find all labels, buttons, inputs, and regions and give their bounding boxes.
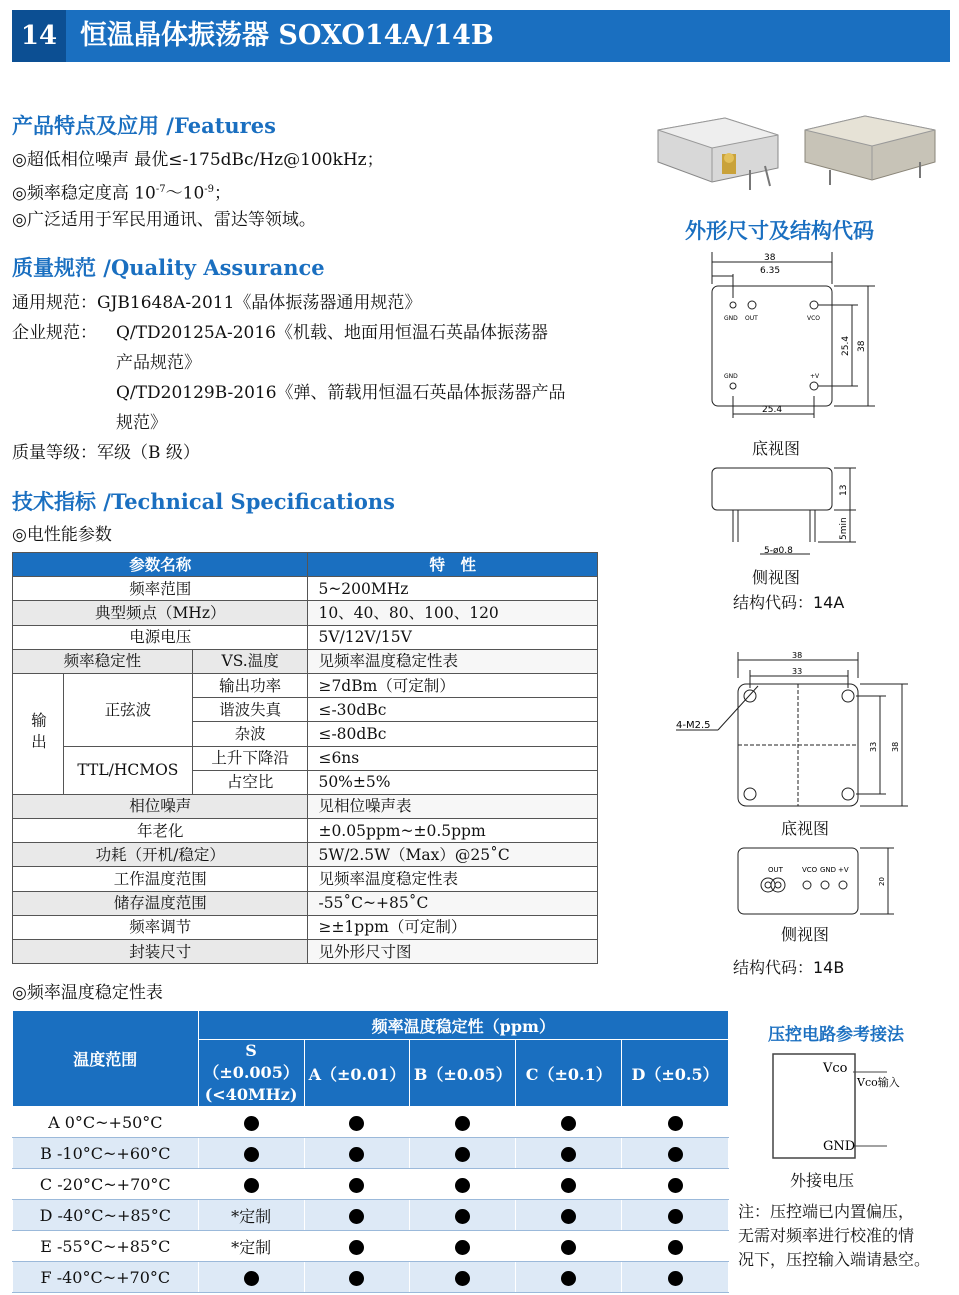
features-heading: 产品特点及应用 /Features (12, 113, 276, 138)
quality-enterprise-1b: 产品规范》 (116, 353, 201, 373)
table-row: 频率稳定性 VS.温度 见频率温度稳定性表 (13, 649, 598, 673)
circuit-diagram (765, 1050, 945, 1165)
table-row: TTL/HCMOS 上升下降沿 ≤6ns (13, 746, 598, 770)
check-dot-icon (561, 1209, 576, 1224)
drawing-14a-bottom (700, 248, 880, 438)
dim-a-offset: 6.35 (760, 266, 781, 276)
pin-gnd2-label: GND (724, 373, 738, 380)
feature-line-3: ◎广泛适用于军民用通讯、雷达等领域。 (12, 210, 316, 230)
product-photos (650, 100, 940, 200)
quality-enterprise-1a: Q/TD20125A-2016《机载、地面用恒温石英晶体振荡器 (116, 323, 548, 343)
b-pin-gnd-label: GND (820, 866, 837, 874)
table-row: 电源电压 5V/12V/15V (13, 625, 598, 649)
electrical-title: ◎电性能参数 (12, 525, 112, 545)
product-photo-14b (805, 116, 935, 185)
check-dot-icon (455, 1209, 470, 1224)
dim-a-pin-length: 5min (839, 517, 849, 540)
check-dot-icon (561, 1271, 576, 1286)
pin-gnd-label: GND (724, 315, 738, 322)
circuit-heading: 压控电路参考接法 (768, 1025, 904, 1045)
temp-col-d: D（±0.5） (622, 1040, 729, 1107)
check-dot-icon (349, 1147, 364, 1162)
pin-v-label: +V (810, 373, 820, 380)
temp-stability-table (12, 1010, 729, 1293)
check-dot-icon (561, 1116, 576, 1131)
table-row: A 0°C~+50°C (13, 1107, 729, 1138)
ttl-label: TTL/HCMOS (63, 746, 192, 794)
temp-col-range: 温度范围 (13, 1011, 199, 1107)
check-dot-icon (668, 1178, 683, 1193)
caption-side-14b: 侧视图 (781, 925, 830, 944)
dim-b-holes: 4-M2.5 (676, 720, 711, 731)
quality-general: 通用规范：GJB1648A-2011《晶体振荡器通用规范》 (12, 293, 422, 313)
tech-heading: 技术指标 /Technical Specifications (12, 489, 395, 514)
check-dot-icon (244, 1271, 259, 1286)
circuit-note-line-2: 无需对频率进行校准的情 (738, 1226, 915, 1245)
table-row: 频率调节 ≥±1ppm（可定制） (13, 915, 598, 939)
check-dot-icon (349, 1178, 364, 1193)
section-number: 14 (12, 10, 66, 62)
check-dot-icon (455, 1178, 470, 1193)
sine-label: 正弦波 (63, 673, 192, 746)
table-row: 输出 正弦波 输出功率 ≥7dBm（可定制） (13, 673, 598, 697)
check-dot-icon (244, 1116, 259, 1131)
dim-b-height: 38 (891, 741, 900, 752)
pin-out-label: OUT (745, 315, 758, 322)
table-row: 相位噪声 见相位噪声表 (13, 794, 598, 818)
drawing-14b-bottom (672, 648, 922, 818)
circuit-note-line-3: 况下，压控输入端请悬空。 (738, 1250, 931, 1269)
dimensions-heading: 外形尺寸及结构代码 (685, 219, 874, 243)
temp-col-b: B（±0.05） (410, 1040, 516, 1107)
check-dot-icon (455, 1147, 470, 1162)
check-dot-icon (349, 1116, 364, 1131)
table-row: 典型频点（MHz） 10、40、80、100、120 (13, 601, 598, 625)
table-row: 杂波 ≤-80dBc (13, 722, 598, 746)
quality-enterprise-2b: 规范》 (116, 413, 167, 433)
caption-bottom-14a: 底视图 (752, 439, 801, 458)
b-pin-v-label: +V (838, 866, 849, 874)
table-row: 工作温度范围 见频率温度稳定性表 (13, 867, 598, 891)
code-14a: 结构代码：14A (733, 593, 845, 612)
check-dot-icon (668, 1209, 683, 1224)
quality-grade: 质量等级：军级（B 级） (12, 443, 200, 463)
page-header (12, 10, 950, 62)
table-header-row (13, 553, 598, 577)
temp-col-a: A（±0.01） (304, 1040, 410, 1107)
table-row: 功耗（开机/稳定） 5W/2.5W（Max）@25˚C (13, 843, 598, 867)
check-dot-icon (244, 1178, 259, 1193)
caption-bottom-14b: 底视图 (781, 819, 830, 838)
table-row: E -55°C~+85°C *定制 (13, 1231, 729, 1262)
dim-b-width: 38 (792, 651, 803, 660)
drawing-14b-side (730, 840, 900, 920)
header-param: 参数名称 (13, 553, 308, 577)
temp-col-s: S（±0.005） (<40MHz) (198, 1040, 304, 1107)
check-dot-icon (349, 1209, 364, 1224)
check-dot-icon (455, 1116, 470, 1131)
quality-enterprise-label: 企业规范： (12, 323, 97, 343)
table-row: 占空比 50%±5% (13, 770, 598, 794)
temp-header-row (13, 1011, 729, 1040)
temp-col-group: 频率温度稳定性（ppm） (198, 1011, 728, 1040)
table-row: 频率范围 5~200MHz (13, 577, 598, 601)
header-char: 特 性 (308, 553, 598, 577)
quality-enterprise-2a: Q/TD20129B-2016《弹、箭载用恒温石英晶体振荡器产品 (116, 383, 566, 403)
check-dot-icon (244, 1147, 259, 1162)
dim-a-pin-height: 25.4 (841, 335, 851, 356)
code-14b: 结构代码：14B (733, 958, 845, 977)
caption-side-14a: 侧视图 (752, 568, 801, 587)
check-dot-icon (561, 1240, 576, 1255)
check-dot-icon (668, 1147, 683, 1162)
pin-vco-label: VCO (807, 315, 821, 322)
dim-b-body-height: 20 (878, 877, 886, 886)
b-pin-vco-label: VCO (802, 866, 818, 874)
table-row: 年老化 ±0.05ppm~±0.5ppm (13, 819, 598, 843)
check-dot-icon (561, 1178, 576, 1193)
check-dot-icon (349, 1240, 364, 1255)
output-label: 输出 (13, 673, 64, 794)
check-dot-icon (668, 1240, 683, 1255)
b-pin-out-label: OUT (768, 866, 783, 874)
circuit-external-voltage: 外接电压 (790, 1171, 855, 1190)
circuit-vco-label: Vco (823, 1061, 848, 1076)
dim-a-height: 38 (857, 340, 867, 352)
electrical-spec-table (12, 552, 598, 964)
dim-a-body-height: 13 (839, 484, 849, 496)
circuit-vco-input: Vco输入 (857, 1076, 900, 1089)
table-row: 谐波失真 ≤-30dBc (13, 698, 598, 722)
check-dot-icon (668, 1271, 683, 1286)
temp-table-title: ◎频率温度稳定性表 (12, 983, 163, 1003)
feature-line-1: ◎超低相位噪声 最优≤-175dBc/Hz@100kHz； (12, 150, 384, 170)
check-dot-icon (455, 1271, 470, 1286)
quality-heading: 质量规范 /Quality Assurance (12, 255, 325, 280)
dim-a-pin-spacing: 25.4 (762, 405, 783, 415)
product-photo-14a (658, 118, 778, 190)
check-dot-icon (349, 1271, 364, 1286)
circuit-gnd-label: GND (823, 1139, 856, 1154)
dim-b-inner-h: 33 (869, 741, 878, 752)
circuit-note (738, 1200, 930, 1272)
feature-line-2: ◎频率稳定度高 $10^{-7}\sim 10^{-9}$； (12, 183, 232, 204)
page-title: 恒温晶体振荡器 SOXO14A/14B (80, 20, 494, 51)
check-dot-icon (561, 1147, 576, 1162)
table-row: D -40°C~+85°C *定制 (13, 1200, 729, 1231)
drawing-14a-side (700, 462, 870, 562)
check-dot-icon (668, 1116, 683, 1131)
table-row: B -10°C~+60°C (13, 1138, 729, 1169)
table-row: C -20°C~+70°C (13, 1169, 729, 1200)
table-row: F -40°C~+70°C (13, 1262, 729, 1293)
table-row: 储存温度范围 -55˚C~+85˚C (13, 891, 598, 915)
temp-col-c: C（±0.1） (516, 1040, 622, 1107)
table-row: 封装尺寸 见外形尺寸图 (13, 940, 598, 964)
circuit-note-line-1: 注：压控端已内置偏压， (738, 1202, 915, 1221)
dim-a-width: 38 (764, 253, 776, 263)
dim-b-inner: 33 (792, 667, 803, 676)
check-dot-icon (455, 1240, 470, 1255)
dim-a-pin-dia: 5-ø0.8 (764, 546, 793, 556)
